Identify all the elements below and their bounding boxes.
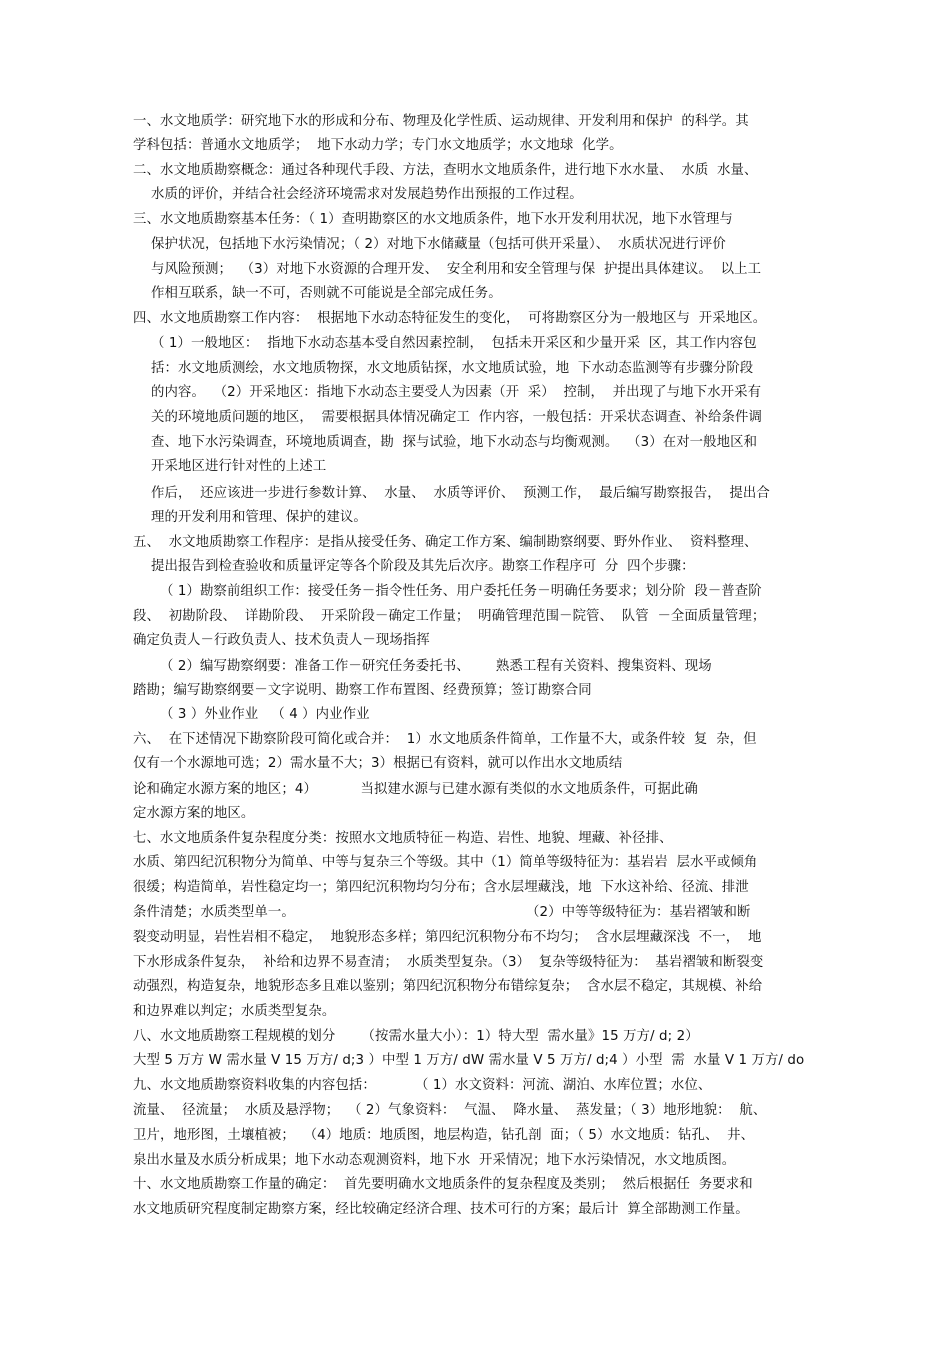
text-line: 流量、 径流量； 水质及悬浮物； （ 2）气象资料： 气温、 降水量、 蒸发量；（ 3）地形地貌： 航、 — [133, 1103, 767, 1118]
text-line: 作相互联系，缺一不可，否则就不可能说是全部完成任务。 — [151, 286, 502, 301]
text-line: 查、地下水污染调查，环境地质调查，勘 探与试验，地下水动态与均衡观测。 （3）在对一般地区和 — [151, 435, 758, 450]
text-line: 括：水文地质测绘，水文地质物探，水文地质钻探，水文地质试验，地 下水动态监测等有步骤分阶段 — [151, 361, 754, 376]
text-line: 十、水文地质勘察工作量的确定： 首先要明确水文地质条件的复杂程度及类别； 然后根据任 务要求和 — [133, 1177, 753, 1192]
text-line: 下水形成条件复杂， 补给和边界不易查清； 水质类型复杂。（3） 复杂等级特征为： 基岩褶皱和断裂变 — [133, 955, 764, 970]
text-line: 裂变动明显，岩性岩相不稳定， 地貌形态多样；第四纪沉积物分布不均匀； 含水层埋藏深浅 不一， 地 — [133, 930, 762, 945]
text-line: 的内容。 （2）开采地区：指地下水动态主要受人为因素（开 采） 控制， 并出现了与地下水开采有 — [151, 385, 762, 400]
text-line: （ 3 ）外业作业 （ 4 ）内业作业 — [160, 707, 370, 722]
text-line: 水质、第四纪沉积物分为简单、中等与复杂三个等级。其中（1）简单等级特征为：基岩岩 层水平或倾角 — [133, 855, 758, 870]
text-line: 二、水文地质勘察概念：通过各种现代手段、方法，查明水文地质条件，进行地下水水量、 水质 水量、 — [133, 163, 758, 178]
text-line: 定水源方案的地区。 — [133, 806, 255, 821]
text-line: 仅有一个水源地可选；2）需水量不大；3）根据已有资料，就可以作出水文地质结 — [133, 756, 623, 771]
text-line: 水文地质研究程度制定勘察方案，经比较确定经济合理、技术可行的方案；最后计 算全部勘测工作量。 — [133, 1202, 749, 1217]
text-line: 论和确定水源方案的地区；4） 当拟建水源与已建水源有类似的水文地质条件，可据此确 — [133, 782, 698, 797]
text-line: 作后， 还应该进一步进行参数计算、 水量、 水质等评价、 预测工作， 最后编写勘察报告， 提出合 — [151, 486, 770, 501]
text-line: 九、水文地质勘察资料收集的内容包括： （ 1）水文资料：河流、湖泊、水库位置；水位、 — [133, 1078, 712, 1093]
text-line: 与风险预测； （3）对地下水资源的合理开发、 安全利用和安全管理与保 护提出具体建议。 以上工 — [151, 262, 762, 277]
text-line: 开采地区进行针对性的上述工 — [151, 459, 327, 474]
text-line: 学科包括：普通水文地质学； 地下水动力学；专门水文地质学；水文地球 化学。 — [133, 138, 623, 153]
text-line: 保护状况，包括地下水污染情况；（ 2）对地下水储藏量（包括可供开采量）、 水质状况进行评价 — [151, 237, 726, 252]
text-line: 六、 在下述情况下勘察阶段可简化或合并： 1）水文地质条件简单，工作量不大，或条件较 复 杂，但 — [133, 732, 757, 747]
text-line: （ 1）勘察前组织工作：接受任务－指令性任务、用户委托任务－明确任务要求；划分阶 段－普查阶 — [160, 584, 762, 599]
text-line: 条件清楚；水质类型单一。 — [133, 905, 295, 920]
text-line: 确定负责人－行政负责人、技术负责人－现场指挥 — [133, 633, 430, 648]
text-line: 八、水文地质勘察工程规模的划分 （按需水量大小）：1）特大型 需水量》15 万方/ d; 2） — [133, 1029, 699, 1044]
text-line: 踏勘；编写勘察纲要－文字说明、勘察工作布置图、经费预算；签订勘察合同 — [133, 683, 592, 698]
text-line: 五、 水文地质勘察工作程序：是指从接受任务、确定工作方案、编制勘察纲要、野外作业、 资料整理、 — [133, 535, 758, 550]
text-line: 大型 5 万方 W 需水量 V 15 万方/ d;3 ）中型 1 万方/ dW 需水量 V 5 万方/ d;4 ）小型 需 水量 V 1 万方/ do — [133, 1053, 805, 1068]
text-line: 一、水文地质学：研究地下水的形成和分布、物理及化学性质、运动规律、开发利用和保护 的科学。其 — [133, 114, 749, 129]
text-line: 三、水文地质勘察基本任务：（ 1）查明勘察区的水文地质条件，地下水开发利用状况，地下水管理与 — [133, 212, 733, 227]
text-line: 和边界难以判定；水质类型复杂。 — [133, 1004, 336, 1019]
text-line: 段、 初勘阶段、 详勘阶段、 开采阶段－确定工作量； 明确管理范围－院管、 队管 －全面质量管理； — [133, 609, 766, 624]
text-line: （ 1）一般地区： 指地下水动态基本受自然因素控制， 包括未开采区和少量开采 区，其工作内容包 — [151, 336, 757, 351]
text-line: 卫片，地形图，土壤植被； （4）地质：地质图，地层构造，钻孔剖 面；（ 5）水文地质：钻孔、 井、 — [133, 1128, 755, 1143]
text-line: 四、水文地质勘察工作内容： 根据地下水动态特征发生的变化， 可将勘察区分为一般地区与 开采地区。 — [133, 311, 767, 326]
text-line: 动强烈，构造复杂，地貌形态多且难以鉴别；第四纪沉积物分布错综复杂； 含水层不稳定，其规模、补给 — [133, 979, 763, 994]
text-line: 水质的评价，并结合社会经济环境需求对发展趋势作出预报的工作过程。 — [151, 187, 583, 202]
text-line: 理的开发利用和管理、保护的建议。 — [151, 510, 367, 525]
text-line: （ 2）编写勘察纲要：准备工作－研究任务委托书、 熟悉工程有关资料、搜集资料、现场 — [160, 659, 712, 674]
text-line: 提出报告到检查验收和质量评定等各个阶段及其先后次序。勘察工作程序可 分 四个步骤： — [151, 559, 695, 574]
text-line: （2）中等等级特征为：基岩褶皱和断 — [526, 905, 751, 920]
text-line: 很缓；构造简单，岩性稳定均一；第四纪沉积物均匀分布；含水层埋藏浅，地 下水这补给、径流、排泄 — [133, 880, 749, 895]
text-line: 关的环境地质问题的地区， 需要根据具体情况确定工 作内容，一般包括：开采状态调查、补给条件调 — [151, 410, 763, 425]
text-line: 七、水文地质条件复杂程度分类：按照水文地质特征－构造、岩性、地貌、埋藏、补径排、 — [133, 831, 673, 846]
text-line: 泉出水量及水质分析成果；地下水动态观测资料，地下水 开采情况；地下水污染情况，水文地质图。 — [133, 1153, 736, 1168]
